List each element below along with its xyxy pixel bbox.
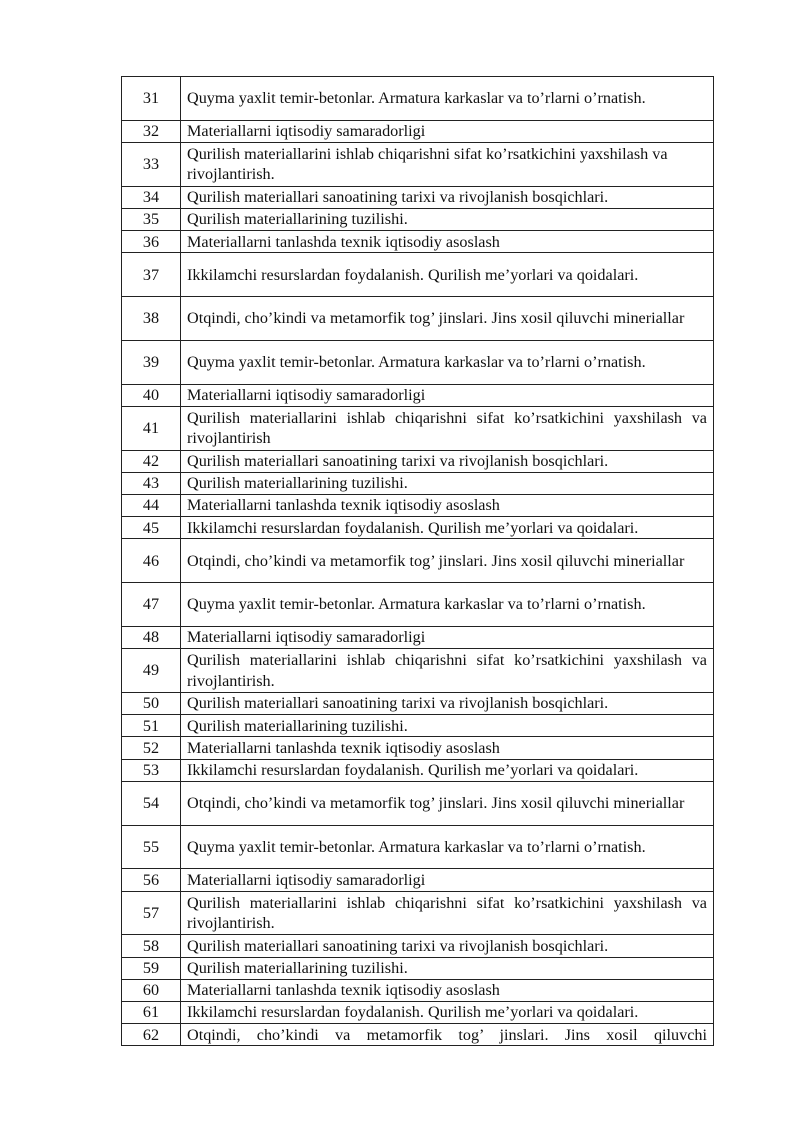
row-number: 35: [122, 208, 181, 230]
table-row: [122, 627, 714, 649]
table-row: [122, 957, 714, 979]
topic-title: Qurilish materiallarini ishlab chiqarishni sifat ko’rsatkichini yaxshilash va rivojlantirish.: [181, 891, 714, 935]
row-number: 37: [122, 253, 181, 297]
topic-title: Quyma yaxlit temir-betonlar. Armatura karkaslar va to’rlarni o’rnatish.: [181, 825, 714, 869]
row-number: 45: [122, 517, 181, 539]
topic-title: Materiallarni tanlashda texnik iqtisodiy asoslash: [181, 231, 714, 253]
row-number: 39: [122, 340, 181, 384]
table-row: [122, 1024, 714, 1046]
table-row: [122, 869, 714, 891]
row-number: 56: [122, 869, 181, 891]
table-row: [122, 715, 714, 737]
table-row: [122, 517, 714, 539]
topic-title: Ikkilamchi resurslardan foydalanish. Qurilish me’yorlari va qoidalari.: [181, 517, 714, 539]
row-number: 33: [122, 142, 181, 186]
table-row: [122, 340, 714, 384]
row-number: 43: [122, 472, 181, 494]
row-number: 44: [122, 495, 181, 517]
table-row: [122, 583, 714, 627]
row-number: 52: [122, 737, 181, 759]
topic-title: Qurilish materiallari sanoatining tarixi va rivojlanish bosqichlari.: [181, 935, 714, 957]
table-row: [122, 737, 714, 759]
table-row: [122, 649, 714, 693]
topic-title: Qurilish materiallari sanoatining tarixi va rivojlanish bosqichlari.: [181, 693, 714, 715]
table-row: [122, 77, 714, 121]
table-row: [122, 384, 714, 406]
topic-title: Materiallarni tanlashda texnik iqtisodiy asoslash: [181, 737, 714, 759]
row-number: 36: [122, 231, 181, 253]
row-number: 48: [122, 627, 181, 649]
topic-title: Materiallarni iqtisodiy samaradorligi: [181, 384, 714, 406]
topic-title: Otqindi, cho’kindi va metamorfik tog’ jinslari. Jins xosil qiluvchi: [181, 1024, 714, 1046]
row-number: 38: [122, 297, 181, 341]
row-number: 42: [122, 450, 181, 472]
table-row: [122, 693, 714, 715]
row-number: 59: [122, 957, 181, 979]
table-row: [122, 495, 714, 517]
topics-table-body: [122, 77, 714, 1046]
table-row: [122, 891, 714, 935]
table-row: [122, 539, 714, 583]
row-number: 31: [122, 77, 181, 121]
topic-title: Qurilish materiallari sanoatining tarixi va rivojlanish bosqichlari.: [181, 186, 714, 208]
row-number: 61: [122, 1001, 181, 1023]
topic-title: Qurilish materiallarini ishlab chiqarishni sifat ko’rsatkichini yaxshilash va rivojlantirish: [181, 406, 714, 450]
topic-title: Qurilish materiallarining tuzilishi.: [181, 957, 714, 979]
row-number: 54: [122, 781, 181, 825]
table-row: [122, 120, 714, 142]
row-number: 34: [122, 186, 181, 208]
table-row: [122, 979, 714, 1001]
topic-title: Otqindi, cho’kindi va metamorfik tog’ jinslari. Jins xosil qiluvchi mineriallar: [181, 539, 714, 583]
topic-title: Qurilish materiallari sanoatining tarixi va rivojlanish bosqichlari.: [181, 450, 714, 472]
table-row: [122, 472, 714, 494]
topic-title: Quyma yaxlit temir-betonlar. Armatura karkaslar va to’rlarni o’rnatish.: [181, 340, 714, 384]
topics-table: [121, 76, 714, 1046]
table-row: [122, 781, 714, 825]
row-number: 51: [122, 715, 181, 737]
row-number: 41: [122, 406, 181, 450]
table-row: [122, 935, 714, 957]
row-number: 57: [122, 891, 181, 935]
row-number: 46: [122, 539, 181, 583]
table-row: [122, 253, 714, 297]
table-row: [122, 297, 714, 341]
row-number: 62: [122, 1024, 181, 1046]
topic-title: Quyma yaxlit temir-betonlar. Armatura karkaslar va to’rlarni o’rnatish.: [181, 583, 714, 627]
topic-title: Qurilish materiallarining tuzilishi.: [181, 472, 714, 494]
topic-title: Ikkilamchi resurslardan foydalanish. Qurilish me’yorlari va qoidalari.: [181, 253, 714, 297]
row-number: 50: [122, 693, 181, 715]
topic-title: Quyma yaxlit temir-betonlar. Armatura karkaslar va to’rlarni o’rnatish.: [181, 77, 714, 121]
row-number: 32: [122, 120, 181, 142]
topic-title: Materiallarni iqtisodiy samaradorligi: [181, 120, 714, 142]
topic-title: Materiallarni tanlashda texnik iqtisodiy asoslash: [181, 495, 714, 517]
row-number: 53: [122, 759, 181, 781]
topic-title: Ikkilamchi resurslardan foydalanish. Qurilish me’yorlari va qoidalari.: [181, 759, 714, 781]
table-row: [122, 208, 714, 230]
table-row: [122, 406, 714, 450]
table-row: [122, 450, 714, 472]
row-number: 58: [122, 935, 181, 957]
table-row: [122, 186, 714, 208]
table-row: [122, 825, 714, 869]
topic-title: Materiallarni iqtisodiy samaradorligi: [181, 869, 714, 891]
topic-title: Qurilish materiallarining tuzilishi.: [181, 715, 714, 737]
row-number: 40: [122, 384, 181, 406]
topic-title: Otqindi, cho’kindi va metamorfik tog’ jinslari. Jins xosil qiluvchi mineriallar: [181, 297, 714, 341]
topic-title: Qurilish materiallarini ishlab chiqarishni sifat ko’rsatkichini yaxshilash va rivojlantirish.: [181, 142, 714, 186]
topic-title: Qurilish materiallarini ishlab chiqarishni sifat ko’rsatkichini yaxshilash va rivojlantirish.: [181, 649, 714, 693]
row-number: 55: [122, 825, 181, 869]
table-row: [122, 759, 714, 781]
table-row: [122, 231, 714, 253]
table-row: [122, 1001, 714, 1023]
topic-title: Materiallarni tanlashda texnik iqtisodiy asoslash: [181, 979, 714, 1001]
row-number: 47: [122, 583, 181, 627]
topic-title: Ikkilamchi resurslardan foydalanish. Qurilish me’yorlari va qoidalari.: [181, 1001, 714, 1023]
topic-title: Qurilish materiallarining tuzilishi.: [181, 208, 714, 230]
topic-title: Materiallarni iqtisodiy samaradorligi: [181, 627, 714, 649]
row-number: 60: [122, 979, 181, 1001]
table-row: [122, 142, 714, 186]
row-number: 49: [122, 649, 181, 693]
topic-title: Otqindi, cho’kindi va metamorfik tog’ jinslari. Jins xosil qiluvchi mineriallar: [181, 781, 714, 825]
